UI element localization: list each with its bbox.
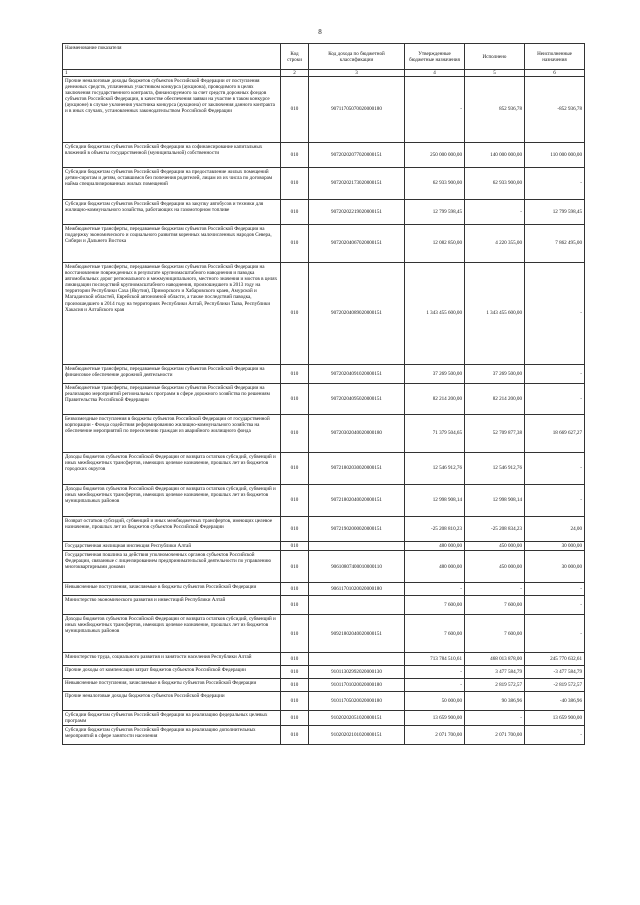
row-name: Министерство экономического развития и инвестиций Республики Алтай — [63, 596, 281, 615]
header-executed: Исполнено — [465, 44, 525, 70]
row-approved: 82 214 200,00 — [405, 384, 465, 415]
table-row — [63, 711, 585, 726]
row-approved: 12 546 912,76 — [405, 453, 465, 485]
row-unexecuted: - — [525, 263, 585, 365]
column-index: 1 — [63, 70, 281, 77]
row-executed: 90 386,96 — [465, 692, 525, 711]
row-income-code: 90721902000020000151 — [309, 517, 405, 542]
row-unexecuted: 24,00 — [525, 517, 585, 542]
row-line-code: 010 — [281, 453, 309, 485]
row-approved: - — [405, 77, 465, 143]
row-line-code: 010 — [281, 517, 309, 542]
row-approved: -25 208 810,23 — [405, 517, 465, 542]
row-line-code: 010 — [281, 200, 309, 225]
row-income-code — [309, 596, 405, 615]
row-approved: 1 343 455 600,00 — [405, 263, 465, 365]
row-unexecuted: 245 770 632,61 — [525, 653, 585, 666]
row-unexecuted: - — [525, 365, 585, 384]
column-index: 5 — [465, 70, 525, 77]
row-line-code: 010 — [281, 77, 309, 143]
row-unexecuted: -40 386,96 — [525, 692, 585, 711]
row-income-code: 90921802040020000151 — [309, 615, 405, 653]
column-index: 4 — [405, 70, 465, 77]
row-unexecuted: - — [525, 453, 585, 485]
row-approved: 12 799 598,45 — [405, 200, 465, 225]
table-row — [63, 692, 585, 711]
row-income-code: 90611701020020000180 — [309, 583, 405, 596]
row-line-code: 010 — [281, 384, 309, 415]
table-row — [63, 77, 585, 143]
row-line-code: 010 — [281, 551, 309, 583]
row-executed: 7 600,00 — [465, 596, 525, 615]
row-approved: 480 000,00 — [405, 542, 465, 551]
row-unexecuted: -852 936,78 — [525, 77, 585, 143]
row-income-code: 90720302040020000180 — [309, 415, 405, 453]
row-line-code: 010 — [281, 168, 309, 200]
row-line-code: 010 — [281, 615, 309, 653]
row-name: Межбюджетные трансферты, передаваемые бюджетам субъектов Российской Федерации на реализацию мероприятий региональных программ в сфере дорожного хозяйства по решениям Правительства Российской Федерации — [63, 384, 281, 415]
row-approved: 37 269 500,00 — [405, 365, 465, 384]
budget-execution-table — [62, 43, 585, 745]
row-income-code: 90720202173020000151 — [309, 168, 405, 200]
table-row — [63, 583, 585, 596]
row-income-code: 91020202101020000151 — [309, 726, 405, 745]
row-income-code: 91011701020020000180 — [309, 679, 405, 692]
row-name: Доходы бюджетов субъектов Российской Федерации от возврата остатков субсидий, субвенций и иных межбюджетных трансфертов, имеющих целевое назначение, прошлых лет из бюджетов городских округов — [63, 453, 281, 485]
row-executed: 52 709 877,38 — [465, 415, 525, 453]
row-executed: - — [465, 200, 525, 225]
row-executed: -25 208 834,23 — [465, 517, 525, 542]
row-name: Межбюджетные трансферты, передаваемые бюджетам субъектов Российской Федерации на поддержку экономического и социального развития коренных малочисленных народов Севера, Сибири и Дальнего Востока — [63, 225, 281, 263]
row-executed: - — [465, 583, 525, 596]
row-name: Субсидии бюджетам субъектов Российской Федерации на реализацию федеральных целевых программ — [63, 711, 281, 726]
row-line-code: 010 — [281, 415, 309, 453]
row-approved: 7 600,00 — [405, 615, 465, 653]
row-executed: 450 000,00 — [465, 542, 525, 551]
row-unexecuted: - — [525, 726, 585, 745]
row-line-code: 010 — [281, 679, 309, 692]
page-number: 8 — [318, 28, 322, 36]
row-line-code: 010 — [281, 711, 309, 726]
table-row — [63, 726, 585, 745]
row-unexecuted: - — [525, 384, 585, 415]
table-row — [63, 200, 585, 225]
row-approved: - — [405, 666, 465, 679]
row-executed: 82 214 200,00 — [465, 384, 525, 415]
row-name: Государственная жилищная инспекция Республики Алтай — [63, 542, 281, 551]
row-income-code: 90721802040020000151 — [309, 485, 405, 517]
row-executed: 852 936,78 — [465, 77, 525, 143]
row-approved: 2 071 700,00 — [405, 726, 465, 745]
row-executed: - — [465, 711, 525, 726]
row-income-code: 90720204095020000151 — [309, 384, 405, 415]
row-approved: 12 998 908,14 — [405, 485, 465, 517]
row-unexecuted: 12 799 598,45 — [525, 200, 585, 225]
row-approved: 50 000,00 — [405, 692, 465, 711]
table-row — [63, 384, 585, 415]
row-line-code: 010 — [281, 225, 309, 263]
row-approved: 12 082 850,00 — [405, 225, 465, 263]
row-name: Субсидии бюджетам субъектов Российской Федерации на закупку автобусов и техники для жилищно-коммунального хозайства, работающих на газомоторном топливе — [63, 200, 281, 225]
row-unexecuted: - — [525, 583, 585, 596]
row-income-code: 90720204091020000151 — [309, 365, 405, 384]
row-income-code: 90721802030020000151 — [309, 453, 405, 485]
row-name: Министерство труда, социального развития и занятости населения Республики Алтай — [63, 653, 281, 666]
row-name: Прочие неналоговые доходы бюджетов субъектов Российской Федерации — [63, 692, 281, 711]
row-approved: 71 379 504,65 — [405, 415, 465, 453]
row-line-code: 010 — [281, 542, 309, 551]
column-index: 3 — [309, 70, 405, 77]
row-unexecuted: -2 819 572,57 — [525, 679, 585, 692]
row-name: Невыясненные поступления, зачисляемые в бюджеты субъектов Российской Федерации — [63, 679, 281, 692]
row-unexecuted: - — [525, 485, 585, 517]
header-approved: Утвержденные бюджетные назначения — [405, 44, 465, 70]
row-line-code: 010 — [281, 583, 309, 596]
row-name: Субсидии бюджетам субъектов Российской Федерации на софинансирование капитальных вложений в объекты государственной (муниципальной) собственности — [63, 143, 281, 168]
row-income-code: 90711705070020000180 — [309, 77, 405, 143]
table-row — [63, 263, 585, 365]
row-line-code: 010 — [281, 365, 309, 384]
table-row — [63, 365, 585, 384]
row-executed: 2 071 700,00 — [465, 726, 525, 745]
table-header-row — [63, 44, 585, 70]
row-unexecuted: 30 000,00 — [525, 551, 585, 583]
row-executed: 62 933 900,00 — [465, 168, 525, 200]
table-row — [63, 542, 585, 551]
row-unexecuted: - — [525, 168, 585, 200]
row-unexecuted: -3 477 584,79 — [525, 666, 585, 679]
row-executed: 37 269 500,00 — [465, 365, 525, 384]
header-unexecuted: Неисполненные назначения — [525, 44, 585, 70]
row-line-code: 010 — [281, 485, 309, 517]
row-name: Возврат остатков субсидий, субвенций и иных межбюджетных трансфертов, имеющих целевое назначение, прошлых лет из бюджетов субъектов Российской Федерации — [63, 517, 281, 542]
header-name: Наименование показателя — [63, 44, 281, 70]
row-approved: - — [405, 583, 465, 596]
row-name: Невыясненные поступления, зачисляемые в бюджеты субъектов Российской Федерации — [63, 583, 281, 596]
row-income-code: 91020202051020000151 — [309, 711, 405, 726]
row-name: Межбюджетные трансферты, передаваемые бюджетам субъектов Российской Федерации на восстановление поврежденных в результате крупномасштабного наводнения и паводка автомобильных дорог регионального и межмуниципального, местного значения и мостов в целях ликвидации последствий крупномасштабного наводнения, произошедшего в 2013 году на территории Республики Саха (Якутия), Приморского и Хабаровского краев, Амурской и Магаданской областей, Еврейской автономной области, а также последствий паводка, произошедшего в 2014 году на территориях Республики Алтай, Республики Тыва, Республики Хакасия и Алтайского края — [63, 263, 281, 365]
row-name: Субсидии бюджетам субъектов Российской Федерации на предоставление жилых помещений детям-сиротам и детям, оставшимся без попечения родителей, лицам из их числа по договорам найма специализированных жилых помещений — [63, 168, 281, 200]
table-row — [63, 415, 585, 453]
row-income-code: 91011705020020000180 — [309, 692, 405, 711]
row-executed: 1 343 455 600,00 — [465, 263, 525, 365]
row-line-code: 010 — [281, 653, 309, 666]
table-row — [63, 453, 585, 485]
table-body — [63, 77, 585, 745]
row-line-code: 010 — [281, 666, 309, 679]
row-approved: - — [405, 679, 465, 692]
table-row — [63, 666, 585, 679]
row-line-code: 010 — [281, 726, 309, 745]
table-row — [63, 596, 585, 615]
row-unexecuted: - — [525, 615, 585, 653]
row-approved: 713 784 510,61 — [405, 653, 465, 666]
row-approved: 13 659 900,00 — [405, 711, 465, 726]
row-executed: 140 000 000,00 — [465, 143, 525, 168]
row-unexecuted: 7 862 495,00 — [525, 225, 585, 263]
row-unexecuted: 18 669 627,27 — [525, 415, 585, 453]
row-unexecuted: 13 659 900,00 — [525, 711, 585, 726]
row-executed: 450 000,00 — [465, 551, 525, 583]
table-row — [63, 143, 585, 168]
table-row — [63, 517, 585, 542]
row-name: Прочие доходы от компенсации затрат бюджетов субъектов Российской Федерации — [63, 666, 281, 679]
column-index: 2 — [281, 70, 309, 77]
row-income-code — [309, 653, 405, 666]
row-unexecuted: 30 000,00 — [525, 542, 585, 551]
row-income-code: 91011302992020000130 — [309, 666, 405, 679]
row-approved: 62 933 900,00 — [405, 168, 465, 200]
table-row — [63, 653, 585, 666]
row-line-code: 010 — [281, 596, 309, 615]
row-income-code: 90720202219020000151 — [309, 200, 405, 225]
column-index: 6 — [525, 70, 585, 77]
row-unexecuted: 110 000 000,00 — [525, 143, 585, 168]
row-income-code: 90720202077020000151 — [309, 143, 405, 168]
row-executed: 3 477 584,79 — [465, 666, 525, 679]
row-unexecuted: - — [525, 596, 585, 615]
row-executed: 2 819 572,57 — [465, 679, 525, 692]
header-line-code: Код строки — [281, 44, 309, 70]
row-income-code: 90720204067020000151 — [309, 225, 405, 263]
row-income-code: 90610807400010000110 — [309, 551, 405, 583]
row-income-code — [309, 542, 405, 551]
row-line-code: 010 — [281, 692, 309, 711]
row-name: Межбюджетные трансферты, передаваемые бюджетам субъектов Российской Федерации на финансовое обеспечение дорожной деятельности — [63, 365, 281, 384]
table-row — [63, 615, 585, 653]
table-row — [63, 225, 585, 263]
row-approved: 480 000,00 — [405, 551, 465, 583]
row-executed: 7 600,00 — [465, 615, 525, 653]
row-name: Доходы бюджетов субъектов Российской Федерации от возврата остатков субсидий, субвенций и иных межбюджетных трансфертов, имеющих целевое назначение, прошлых лет из бюджетов муниципальных районов — [63, 485, 281, 517]
row-executed: 468 013 878,00 — [465, 653, 525, 666]
row-executed: 4 220 355,00 — [465, 225, 525, 263]
row-name: Государственная пошлина за действия уполномоченных органов субъектов Российской Федерации, связанные с лицензированием предпринимательской деятельности по управлению многоквартирными домами — [63, 551, 281, 583]
row-name: Безвозмездные поступления в бюджеты субъектов Российской Федерации от государственной корпорации - Фонда содействия реформированию жилищно-коммунального хозяйства на обеспечение мероприятий по переселению граждан из аварийного жилищного фонда — [63, 415, 281, 453]
row-line-code: 010 — [281, 263, 309, 365]
column-index-row — [63, 70, 585, 77]
row-approved: 7 600,00 — [405, 596, 465, 615]
row-name: Прочие неналоговые доходы бюджетов субъектов Российской Федерации от поступления денежных средств, уплаченных участником конкурса (аукциона), проводимого в целях заключения государственного контракта, финансируемого за счет средств дорожных фондов субъектов Российской Федерации, в качестве обеспечения заявки на участие в таком конкурсе (аукционе) в случае уклонения участника конкурса (аукциона) от заключения данного контракта и в иных случаях, установленных законодательством Российской Федерации — [63, 77, 281, 143]
row-executed: 12 998 908,14 — [465, 485, 525, 517]
table-row — [63, 168, 585, 200]
row-executed: 12 546 912,76 — [465, 453, 525, 485]
table-row — [63, 679, 585, 692]
header-income-code: Код дохода по бюджетной классификации — [309, 44, 405, 70]
table-row — [63, 485, 585, 517]
table-row — [63, 551, 585, 583]
row-name: Субсидии бюджетам субъектов Российской Федерации на реализацию дополнительных мероприятий в сфере занятости населения — [63, 726, 281, 745]
row-line-code: 010 — [281, 143, 309, 168]
row-income-code: 90720204089020000151 — [309, 263, 405, 365]
row-approved: 250 000 000,00 — [405, 143, 465, 168]
row-name: Доходы бюджетов субъектов Российской Федерации от возврата остатков субсидий, субвенций и иных межбюджетных трансфертов, имеющих целевое назначение, прошлых лет из бюджетов муниципальных районов — [63, 615, 281, 653]
